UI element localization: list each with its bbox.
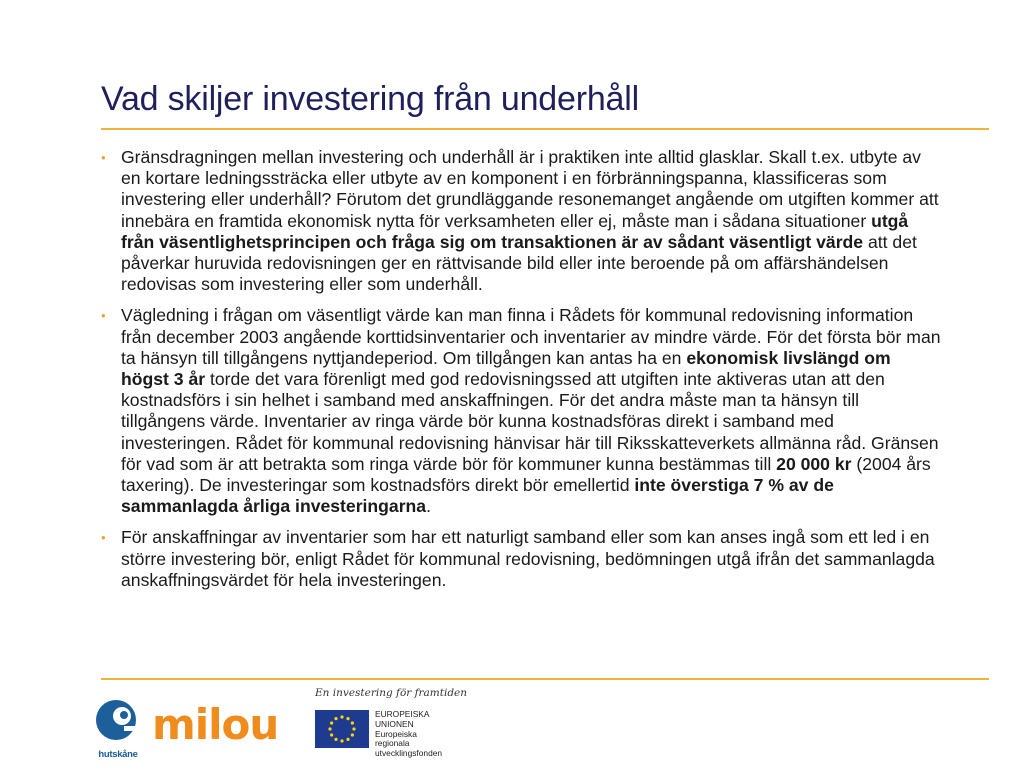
bold-segment: 20 000 kr [776,453,852,474]
eu-tagline: En investering för framtiden [315,687,468,699]
eu-line: UNIONEN [375,718,414,729]
text-segment: att det påverkar huruvida redovisningen ger en rättvisande bild eller inte beroende på om affärshändelsen redovisas som investering eller som underhåll. [121,231,917,295]
hutskane-logo-mark [94,696,142,748]
eu-star-icon [330,733,333,736]
title-divider [101,128,989,130]
eu-star-icon [346,738,349,741]
eu-star-icon [340,739,343,742]
text-segment: Vägledning i frågan om väsentligt värde kan man finna i Rådets för kommunal redovisning information från december 2003 angående korttidsinventarier och inventarier av mindre värde. För det första bör man ta hänsyn till tillgångens nyttjandeperiod. Om tillgången kan antas ha en [121,305,941,368]
text-segment: . [426,496,431,517]
bullet-item [101,147,941,295]
eu-fund-label [375,710,442,759]
eu-star-icon [351,721,354,724]
slide-title: Vad skiljer investering från underhåll [101,80,639,118]
eu-line: EUROPEISKA [375,709,430,719]
eu-star-icon [346,717,349,720]
eu-star-icon [334,738,337,741]
text-segment: (2004 års taxering). De investeringar som kostnadsförs direkt bör emellertid [121,453,931,496]
bullet-item [101,305,941,517]
bullet-marker: • [101,150,106,165]
eu-star-icon [340,715,343,718]
bullet-marker: • [101,530,106,546]
eu-star-icon [328,727,331,730]
eu-star-icon [352,727,355,730]
bullet-marker: • [101,308,106,324]
eu-line: utvecklingsfonden [375,748,443,759]
bold-segment: ekonomisk livslängd om högst 3 år [121,347,891,390]
hutskane-wordmark: hutskåne [98,749,138,760]
eu-flag-icon [315,710,369,748]
bullet-item [101,527,941,591]
hutskane-logo [94,696,142,762]
eu-line: Europeiska [375,728,417,739]
bullet-text [121,147,941,295]
milou-logo: milou [152,700,279,749]
bold-segment: inte överstiga 7 % av de sammanlagda årliga investeringarna [121,475,834,517]
eu-star-icon [330,721,333,724]
bullet-text [121,305,941,517]
eu-line: regionala [375,738,410,749]
text-segment: Gränsdragningen mellan investering och underhåll är i praktiken inte alltid glasklar. Skall t.ex. utbyte av en kortare ledningssträcka eller utbyte av en komponent i en förbränningspanna, klassificeras som investering eller underhåll? Förutom det grundläggande resonemanget angående om utgiften kommer att innebära en framtida ekonomisk nytta för verksamheten eller ej, måste man i sådana situationer [121,147,939,231]
bullet-list [101,147,941,601]
text-segment: För anskaffningar av inventarier som har ett naturligt samband eller som kan anses ingå som ett led i en större investering bör, enligt Rådet för kommunal redovisning, bedömningen utgå ifrån det sammanlagda anskaffningsvärdet för hela investeringen. [121,527,935,590]
footer-logos [0,680,1024,768]
text-segment: torde det vara förenligt med god redovisningssed att utgiften inte aktiveras utan att den kostnadsförs i sin helhet i samband med anskaffningen. För det andra måste man ta hänsyn till tillgångens värde. Inventarier av ringa värde bör kunna kostnadsföras direkt i samband med investeringen. Rådet för kommunal redovisning hänvisar här till Riksskatteverkets allmänna råd. Gränsen för vad som är att betrakta som ringa värde bör för kommuner kunna bestämmas till [121,369,939,474]
bullet-text [121,527,941,591]
eu-star-icon [334,717,337,720]
bold-segment: utgå från väsentlighetsprincipen och fråga sig om transaktionen är av sådant väsentligt värde [121,210,909,252]
eu-star-icon [351,733,354,736]
